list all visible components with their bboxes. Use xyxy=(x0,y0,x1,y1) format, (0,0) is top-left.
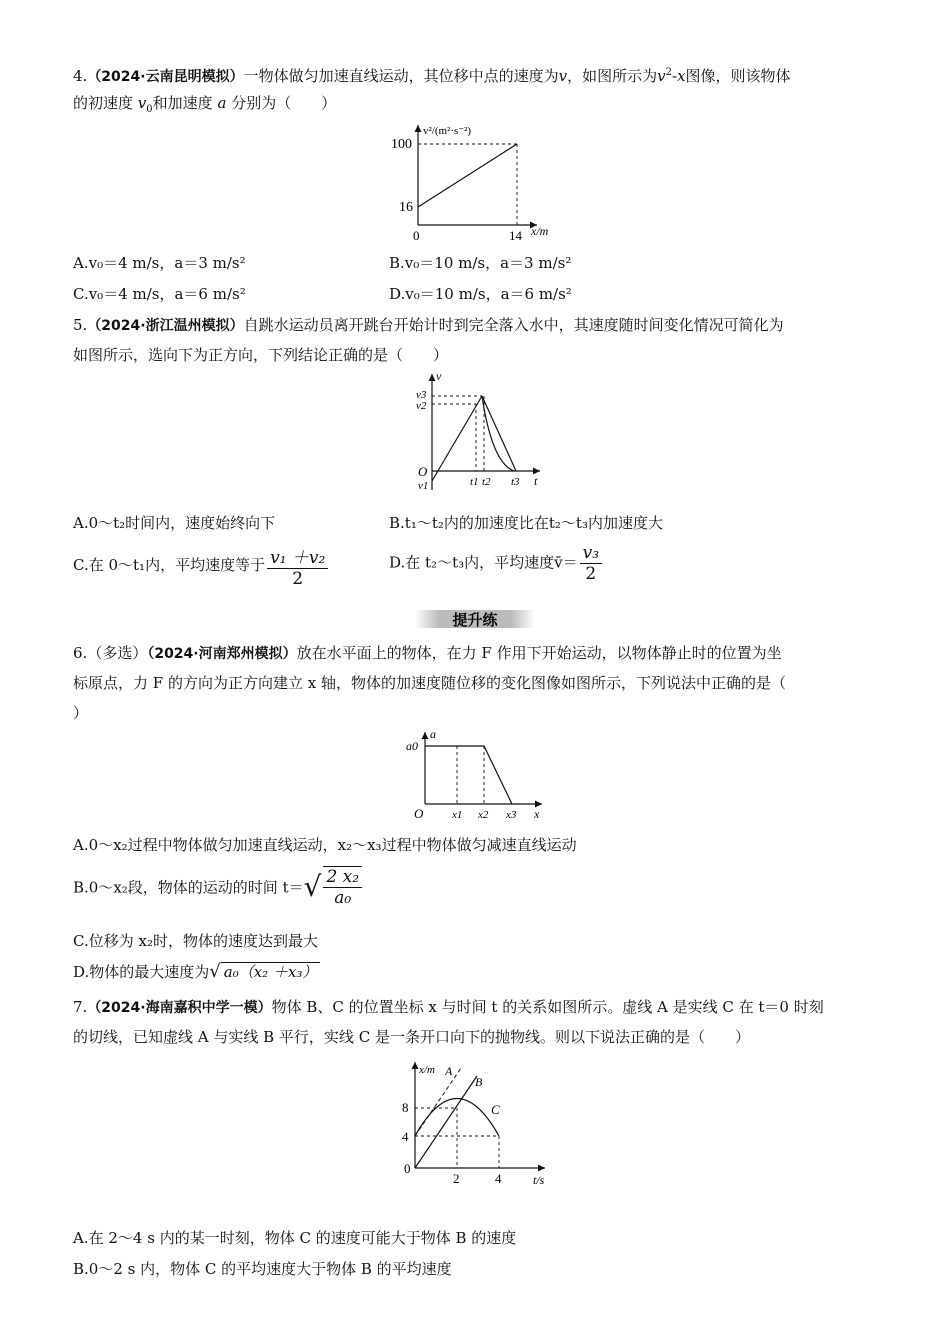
q7-graph-y4: 4 xyxy=(402,1129,409,1144)
q7-graph-ylabel: x/m xyxy=(419,1064,435,1076)
q6-graph-a: a xyxy=(430,727,436,741)
section-title: 提升练 xyxy=(452,613,498,629)
q6-option-d-text: D.物体的最大速度为 xyxy=(73,963,210,981)
q7-graph-xlabel: t/s xyxy=(533,1173,545,1187)
q4-stem-1c: 图像，则该物体 xyxy=(685,67,791,85)
q5-line1 xyxy=(73,310,784,341)
q5-v-t-graph xyxy=(410,368,550,496)
q4-stem-1b: ，如图所示为 xyxy=(567,67,658,85)
q6-graph-a0: a0 xyxy=(406,739,418,753)
q6-option-b-text: B.0～x₂段，物体的运动的时间 t＝ xyxy=(73,878,304,897)
q4-graph-xlabel: x/m xyxy=(531,224,549,238)
q5-number: 5. xyxy=(73,316,88,334)
q5-option-c-text: C.在 0～t₁内，平均速度等于 xyxy=(73,556,266,574)
q6-option-d[interactable]: D.物体的最大速度为√ a₀（x₂ ＋x₃） xyxy=(73,961,320,982)
q6-graph-x3: x3 xyxy=(506,809,517,821)
q6-option-b-numerator: 2 x₂ xyxy=(323,867,362,888)
q5-graph-t2: t2 xyxy=(482,476,491,488)
q5-option-a[interactable]: A.0～t₂时间内，速度始终向下 xyxy=(73,514,276,532)
q5-graph-v: v xyxy=(436,369,442,383)
q4-graph-y16: 16 xyxy=(399,200,413,215)
q4-line2: 的初速度 $v_0$和加速度 a 分别为（ ） xyxy=(73,94,337,115)
q7-graph-origin: 0 xyxy=(404,1161,411,1176)
q4-graph-x14: 14 xyxy=(509,228,522,243)
q7-number: 7. xyxy=(73,998,88,1016)
q7-line-a xyxy=(415,1068,461,1136)
q4-stem-1: 一物体做匀加速直线运动，其位移中点的速度为 xyxy=(243,67,559,85)
q7-option-a[interactable]: A.在 2～4 s 内的某一时刻，物体 C 的速度可能大于物体 B 的速度 xyxy=(73,1229,517,1247)
q6-graph-x: x xyxy=(534,807,540,821)
q4-source: （2024·云南昆明模拟） xyxy=(87,69,244,85)
q6-graph-x1: x1 xyxy=(452,809,463,821)
q4-option-b[interactable]: B.v₀＝10 m/s，a＝3 m/s² xyxy=(389,254,572,272)
q7-source: （2024·海南嘉积中学一模） xyxy=(87,1000,272,1016)
q7-line1 xyxy=(73,992,824,1023)
q5-source: （2024·浙江温州模拟） xyxy=(87,318,244,334)
q4-option-d[interactable]: D.v₀＝10 m/s，a＝6 m/s² xyxy=(389,285,572,303)
q4-line1: 4.（2024·云南昆明模拟）一物体做匀加速直线运动，其位移中点的速度为v，如图所示为$v^2-x$图像，则该物体 xyxy=(73,67,791,85)
q6-tag: （多选） xyxy=(87,644,148,662)
q4-option-a[interactable]: A.v₀＝4 m/s，a＝3 m/s² xyxy=(73,254,246,272)
q5-graph-v3: v3 xyxy=(416,389,427,401)
q6-option-a[interactable]: A.0～x₂过程中物体做匀加速直线运动，x₂～x₃过程中物体做匀减速直线运动 xyxy=(73,836,577,854)
q4-graph-origin: 0 xyxy=(413,228,420,243)
q4-graph-ylabel: v²/(m²·s⁻²) xyxy=(423,125,472,137)
q6-number: 6. xyxy=(73,644,88,662)
q6-a-x-graph xyxy=(400,726,550,822)
q7-line2: 的切线，已知虚线 A 与实线 B 平行，实线 C 是一条开口向下的抛物线。则以下说法正确的是（ ） xyxy=(73,1028,750,1046)
q4-graph-line xyxy=(418,144,517,207)
q5-stem-1: 自跳水运动员离开跳台开始计时到完全落入水中，其速度随时间变化情况可简化为 xyxy=(243,316,784,334)
q5-graph-origin: O xyxy=(418,464,428,479)
q6-source: （2024·河南郑州模拟） xyxy=(147,646,297,662)
q6-graph-origin: O xyxy=(414,806,424,821)
q5-line2: 如图所示，选向下为正方向，下列结论正确的是（ ） xyxy=(73,346,449,364)
q5-option-c-denominator: 2 xyxy=(292,569,304,589)
section-banner xyxy=(415,607,535,631)
q6-line3: ） xyxy=(73,704,89,722)
q5-option-d-numerator: v₃ xyxy=(580,543,602,564)
q6-option-d-radicand: a₀（x₂ ＋x₃） xyxy=(221,962,321,981)
q4-option-c[interactable]: C.v₀＝4 m/s，a＝6 m/s² xyxy=(73,285,246,303)
q5-graph-t: t xyxy=(534,474,538,488)
q7-graph-label-a: A xyxy=(445,1064,453,1078)
q7-graph-label-c: C xyxy=(491,1102,500,1117)
q6-option-b-denominator: a₀ xyxy=(334,888,352,908)
q6-line1 xyxy=(73,638,782,669)
q4-stem-2a: 的初速度 xyxy=(73,94,134,112)
q4-v2-x-graph xyxy=(385,115,565,245)
q5-option-d[interactable] xyxy=(389,543,604,584)
q4-number: 4. xyxy=(73,67,88,85)
q5-option-d-text: D.在 t₂～t₃内，平均速度v̄＝ xyxy=(389,553,578,572)
q5-graph-t1: t1 xyxy=(470,476,479,488)
q4-stem-2c: 分别为（ ） xyxy=(231,94,337,112)
q6-stem-1: 放在水平面上的物体，在力 F 作用下开始运动，以物体静止时的位置为坐 xyxy=(296,644,782,662)
q7-graph-y8: 8 xyxy=(402,1100,409,1115)
q5-option-c-numerator: v₁ ＋v₂ xyxy=(267,543,328,569)
q5-option-b[interactable]: B.t₁～t₂内的加速度比在t₂～t₃内加速度大 xyxy=(389,514,663,532)
q5-option-d-denominator: 2 xyxy=(585,564,597,584)
q4-stem-2b: 和加速度 xyxy=(152,94,213,112)
q4-graph-y100: 100 xyxy=(391,137,412,152)
q5-graph-v2: v2 xyxy=(416,400,427,412)
q5-option-c[interactable] xyxy=(73,543,330,589)
q7-graph-t4: 4 xyxy=(495,1171,502,1186)
q7-curve-c xyxy=(415,1099,499,1137)
q6-line2: 标原点，力 F 的方向为正方向建立 x 轴，物体的加速度随位移的变化图像如图所示，下列说法中正确的是（ xyxy=(73,674,786,692)
q7-graph-t2: 2 xyxy=(453,1171,460,1186)
q6-option-b[interactable]: B.0～x₂段，物体的运动的时间 t＝√ $\frac{\text{2 x₂}}{\text{a₀}}$ xyxy=(73,866,364,908)
q5-graph-v1: v1 xyxy=(418,480,429,492)
q7-stem-1: 物体 B、C 的位置坐标 x 与时间 t 的关系如图所示。虚线 A 是实线 C 在 t＝0 时刻 xyxy=(271,998,824,1016)
q7-x-t-graph xyxy=(395,1056,560,1191)
q7-graph-label-b: B xyxy=(475,1075,483,1089)
q7-option-b[interactable]: B.0～2 s 内，物体 C 的平均速度大于物体 B 的平均速度 xyxy=(73,1260,452,1278)
q5-graph-t3: t3 xyxy=(511,476,520,488)
q6-option-c[interactable]: C.位移为 x₂时，物体的速度达到最大 xyxy=(73,932,318,950)
q6-graph-x2: x2 xyxy=(478,809,489,821)
